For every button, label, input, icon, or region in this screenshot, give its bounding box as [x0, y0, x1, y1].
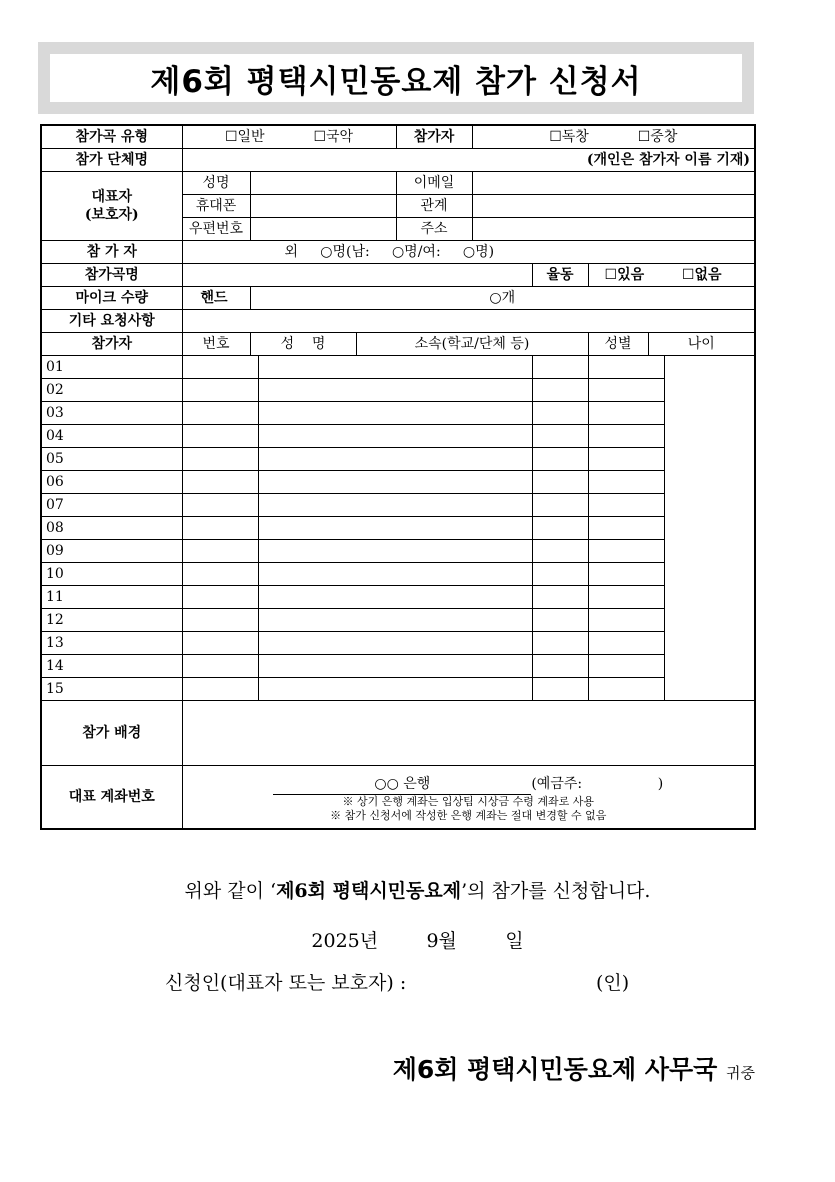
participant-age-cell[interactable] — [588, 494, 664, 517]
rep-phone-field[interactable] — [250, 195, 396, 218]
page-title: 제6회 평택시민동요제 참가 신청서 — [50, 54, 742, 102]
participant-number: 14 — [41, 655, 182, 678]
account-bank-line[interactable] — [273, 774, 531, 795]
rep-row-1 — [41, 172, 755, 195]
table-row — [41, 379, 755, 402]
participant-number: 04 — [41, 425, 182, 448]
participant-affiliation-cell[interactable] — [258, 586, 532, 609]
participant-type-label: 참가자 — [396, 125, 472, 149]
participant-gender-cell[interactable] — [532, 402, 588, 425]
participant-age-cell[interactable] — [588, 402, 664, 425]
song-row — [41, 264, 755, 287]
participant-affiliation-cell[interactable] — [258, 517, 532, 540]
participant-affiliation-cell[interactable] — [258, 379, 532, 402]
team-name-field[interactable] — [182, 149, 755, 172]
ensemble-label: 중창 — [650, 129, 678, 145]
list-header-number: 번호 — [182, 333, 250, 356]
table-row — [41, 448, 755, 471]
participant-age-cell[interactable] — [588, 425, 664, 448]
participant-affiliation-cell[interactable] — [258, 356, 532, 379]
participant-age-cell[interactable] — [588, 609, 664, 632]
participant-affiliation-cell[interactable] — [258, 655, 532, 678]
list-header-row — [41, 333, 755, 356]
participant-affiliation-cell[interactable] — [258, 609, 532, 632]
participant-affiliation-cell[interactable] — [258, 540, 532, 563]
participant-number: 12 — [41, 609, 182, 632]
participant-age-cell[interactable] — [588, 379, 664, 402]
participant-name-cell[interactable] — [182, 632, 258, 655]
list-header-name: 성 명 — [250, 333, 356, 356]
participant-age-cell[interactable] — [588, 517, 664, 540]
account-field[interactable] — [182, 766, 755, 830]
participant-gender-cell[interactable] — [532, 609, 588, 632]
solo-label: 독창 — [561, 129, 589, 145]
participant-name-cell[interactable] — [182, 425, 258, 448]
mic-count-field[interactable] — [250, 287, 755, 310]
participant-name-cell[interactable] — [182, 379, 258, 402]
category-label: 참가곡 유형 — [41, 125, 182, 149]
rep-postcode-label: 우편번호 — [182, 218, 250, 241]
representative-label: 대표자 (보호자) — [41, 172, 182, 241]
participant-age-cell[interactable] — [588, 356, 664, 379]
account-note-1: ※ 상기 은행 계좌는 입상팀 시상금 수령 계좌로 사용 — [342, 794, 595, 808]
participant-age-cell[interactable] — [588, 632, 664, 655]
participant-name-cell[interactable] — [182, 609, 258, 632]
account-bank: ○○ 은행 — [374, 775, 431, 792]
participant-number: 10 — [41, 563, 182, 586]
participant-list-label: 참가자 — [41, 333, 182, 356]
list-header-age: 나이 — [648, 333, 755, 356]
participant-age-cell[interactable] — [588, 448, 664, 471]
participant-name-cell[interactable] — [182, 471, 258, 494]
table-row — [41, 586, 755, 609]
choreography-options — [588, 264, 755, 287]
participant-age-cell[interactable] — [588, 471, 664, 494]
participant-affiliation-cell[interactable] — [258, 402, 532, 425]
account-row — [41, 766, 755, 830]
mic-count-label: 마이크 수량 — [41, 287, 182, 310]
declaration-text: 위와 같이 ‘제6회 평택시민동요제’의 참가를 신청합니다. — [184, 880, 651, 902]
table-row — [41, 494, 755, 517]
participant-type-options — [472, 125, 755, 149]
participant-age-cell[interactable] — [588, 563, 664, 586]
participant-gender-cell[interactable] — [532, 448, 588, 471]
office-suffix: 귀중 — [726, 1064, 755, 1082]
table-row — [41, 540, 755, 563]
rep-email-field[interactable] — [472, 172, 755, 195]
rep-name-label: 성명 — [182, 172, 250, 195]
mic-count-value: ○개 — [489, 290, 516, 306]
rep-address-label: 주소 — [396, 218, 472, 241]
background-row — [41, 701, 755, 766]
participant-gender-cell[interactable] — [532, 494, 588, 517]
choreo-yes-label: 있음 — [617, 267, 645, 283]
table-row — [41, 402, 755, 425]
seal-label: (인) — [596, 972, 630, 994]
applicant-label: 신청인(대표자 또는 보호자) : — [165, 972, 407, 994]
rep-relation-label: 관계 — [396, 195, 472, 218]
count-row — [41, 241, 755, 264]
participant-gender-cell[interactable] — [532, 540, 588, 563]
participant-count-label: 참 가 자 — [41, 241, 182, 264]
participant-number: 05 — [41, 448, 182, 471]
participant-name-cell[interactable] — [182, 586, 258, 609]
table-row — [41, 563, 755, 586]
category-gugak-label: 국악 — [326, 129, 354, 145]
ensemble-checkbox[interactable]: ☐ — [637, 129, 651, 145]
team-name-note: (개인은 참가자 이름 기재) — [586, 152, 751, 168]
participant-name-cell[interactable] — [182, 494, 258, 517]
other-requests-field[interactable] — [182, 310, 755, 333]
participant-count-text: 외 ○명(남: ○명/여: ○명) — [284, 244, 495, 260]
participant-gender-cell[interactable] — [532, 425, 588, 448]
participant-affiliation-cell[interactable] — [258, 563, 532, 586]
other-row — [41, 310, 755, 333]
participant-gender-cell[interactable] — [532, 563, 588, 586]
participant-affiliation-cell[interactable] — [258, 471, 532, 494]
mic-row — [41, 287, 755, 310]
participant-affiliation-cell[interactable] — [258, 425, 532, 448]
background-label: 참가 배경 — [41, 701, 182, 766]
declaration-date: 2025년 9월 일 — [311, 930, 524, 952]
mic-type-label: 핸드 — [182, 287, 250, 310]
participant-number: 02 — [41, 379, 182, 402]
choreo-yes-checkbox[interactable]: ☐ — [604, 267, 618, 283]
account-holder: (예금주: ) — [531, 775, 664, 792]
participant-number: 11 — [41, 586, 182, 609]
rep-postcode-field[interactable] — [250, 218, 396, 241]
participant-age-cell[interactable] — [588, 655, 664, 678]
participant-number: 01 — [41, 356, 182, 379]
participant-count-field[interactable] — [182, 241, 755, 264]
participant-affiliation-cell[interactable] — [258, 678, 532, 701]
participant-gender-cell[interactable] — [532, 678, 588, 701]
participant-gender-cell[interactable] — [532, 517, 588, 540]
rep-address-field[interactable] — [472, 218, 755, 241]
table-row — [41, 678, 755, 701]
category-gugak-checkbox[interactable]: ☐ — [313, 129, 327, 145]
rep-name-field[interactable] — [250, 172, 396, 195]
choreography-label: 율동 — [532, 264, 588, 287]
solo-checkbox[interactable]: ☐ — [549, 129, 562, 145]
participant-name-cell[interactable] — [182, 540, 258, 563]
team-name-row — [41, 149, 755, 172]
participant-age-cell[interactable] — [588, 540, 664, 563]
participant-name-cell[interactable] — [182, 563, 258, 586]
category-options — [182, 125, 396, 149]
team-name-label: 참가 단체명 — [41, 149, 182, 172]
participant-age-cell[interactable] — [588, 678, 664, 701]
rep-email-label: 이메일 — [396, 172, 472, 195]
rep-phone-label: 휴대폰 — [182, 195, 250, 218]
table-row — [41, 517, 755, 540]
category-general-checkbox[interactable]: ☐ — [224, 129, 238, 145]
song-title-field[interactable] — [182, 264, 532, 287]
participant-gender-cell[interactable] — [532, 356, 588, 379]
participant-name-cell[interactable] — [182, 356, 258, 379]
participant-name-cell[interactable] — [182, 678, 258, 701]
participant-affiliation-cell[interactable] — [258, 632, 532, 655]
participant-affiliation-cell[interactable] — [258, 448, 532, 471]
table-row — [41, 425, 755, 448]
application-form — [40, 124, 756, 830]
other-requests-label: 기타 요청사항 — [41, 310, 182, 333]
table-row — [41, 632, 755, 655]
participant-gender-cell[interactable] — [532, 471, 588, 494]
participant-name-cell[interactable] — [182, 517, 258, 540]
category-row — [41, 125, 755, 149]
account-note-2: ※ 참가 신청서에 작성한 은행 계좌는 절대 변경할 수 없음 — [330, 808, 607, 822]
participant-name-cell[interactable] — [182, 655, 258, 678]
category-general-label: 일반 — [237, 129, 265, 145]
list-header-gender: 성별 — [588, 333, 648, 356]
participant-affiliation-cell[interactable] — [258, 494, 532, 517]
participant-number: 03 — [41, 402, 182, 425]
participant-number: 06 — [41, 471, 182, 494]
table-row — [41, 609, 755, 632]
list-header-affiliation: 소속(학교/단체 등) — [356, 333, 588, 356]
title-frame — [38, 42, 754, 114]
participant-gender-cell[interactable] — [532, 655, 588, 678]
choreo-no-checkbox[interactable]: ☐ — [681, 267, 695, 283]
participant-gender-cell[interactable] — [532, 586, 588, 609]
office-name: 제6회 평택시민동요제 사무국 귀중 — [392, 1055, 755, 1084]
table-row — [41, 356, 755, 379]
declaration-event: 제6회 평택시민동요제 — [276, 880, 462, 902]
participant-name-cell[interactable] — [182, 448, 258, 471]
account-label: 대표 계좌번호 — [41, 766, 182, 830]
participant-name-cell[interactable] — [182, 402, 258, 425]
participant-number: 13 — [41, 632, 182, 655]
participant-number: 09 — [41, 540, 182, 563]
participant-gender-cell[interactable] — [532, 379, 588, 402]
participant-gender-cell[interactable] — [532, 632, 588, 655]
table-row — [41, 655, 755, 678]
participant-number: 15 — [41, 678, 182, 701]
song-title-label: 참가곡명 — [41, 264, 182, 287]
table-row — [41, 471, 755, 494]
rep-relation-field[interactable] — [472, 195, 755, 218]
background-field[interactable] — [182, 701, 755, 766]
participant-age-cell[interactable] — [588, 586, 664, 609]
choreo-no-label: 없음 — [694, 267, 722, 283]
participant-number: 08 — [41, 517, 182, 540]
participant-number: 07 — [41, 494, 182, 517]
